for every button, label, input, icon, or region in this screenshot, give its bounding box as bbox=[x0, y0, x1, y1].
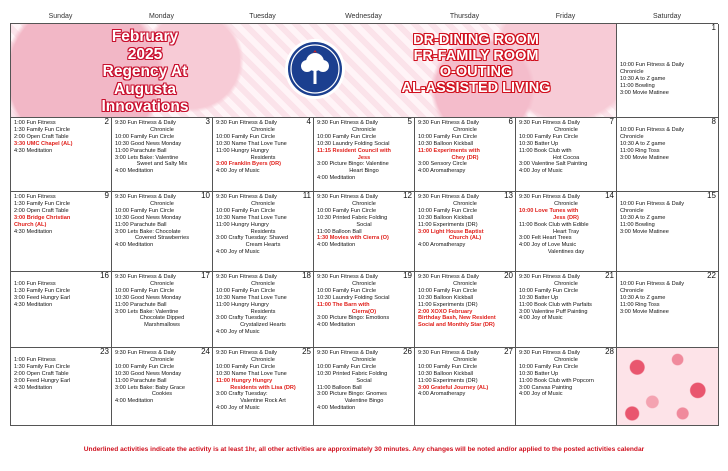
activity-item: 11:00 Book Club with Parfaits bbox=[519, 301, 592, 308]
activity-item: Cream Hearts bbox=[245, 242, 281, 249]
day-cell-25[interactable] bbox=[213, 348, 314, 426]
day-number: 15 bbox=[707, 192, 716, 200]
activity-item: 1:00 Fun Fitness bbox=[14, 194, 56, 200]
day-header-friday: Friday bbox=[555, 13, 576, 20]
activity-item: 3:00 Crafty Tuesday: bbox=[216, 391, 268, 398]
day-number: 6 bbox=[508, 118, 513, 126]
activity-item: 3:00 Picture Bingo: Valentine bbox=[317, 161, 389, 168]
activity-item: 9:30 Fun Fitness & Daily bbox=[216, 350, 277, 356]
activity-item: 10:00 Family Fun Circle bbox=[418, 363, 478, 370]
activity-item: 9:30 Fun Fitness & Daily bbox=[418, 274, 479, 280]
day-number: 26 bbox=[403, 348, 412, 356]
activity-item: 3:00 Movie Matinee bbox=[620, 308, 669, 315]
activity-item: 10:00 Fun Fitness & Daily bbox=[620, 200, 685, 207]
day-number: 4 bbox=[306, 118, 311, 126]
activity-item: 9:30 Fun Fitness & Daily bbox=[216, 194, 277, 200]
day-number: 1 bbox=[711, 24, 716, 32]
activity-item: 4:00 Meditation bbox=[317, 175, 356, 182]
activity-item: 2:00 Open Craft Table bbox=[14, 370, 69, 377]
day-cell-11[interactable] bbox=[213, 192, 314, 272]
activity-item: 10:30 Good News Monday bbox=[115, 214, 182, 221]
day-cell-20[interactable] bbox=[415, 272, 516, 348]
activity-item: Chronicle bbox=[352, 200, 376, 207]
activity-item: 4:00 Aromatherapy bbox=[418, 242, 466, 249]
activity-item: 11:00 The Barn with bbox=[317, 301, 370, 308]
activity-item bbox=[617, 194, 718, 201]
day-cell-4[interactable] bbox=[213, 118, 314, 192]
day-number: 14 bbox=[605, 192, 614, 200]
activity-item: 9:30 Fun Fitness & Daily bbox=[216, 274, 277, 280]
activity-item: 3:00 Lets Bake: Baby Grace bbox=[115, 384, 185, 391]
activity-item: Valentine Rock Art bbox=[240, 398, 286, 405]
activity-item: 10:30 Name That Love Tune bbox=[216, 294, 287, 301]
banner-month: February bbox=[111, 28, 179, 45]
activity-item: 9:30 Fun Fitness & Daily bbox=[519, 350, 580, 356]
activity-item: 3:00 Picture Bingo: Gnomes bbox=[317, 391, 387, 398]
activity-item: 11:00 Ring Toss bbox=[620, 301, 660, 308]
activity-item: 4:00 Joy of Music bbox=[519, 391, 563, 398]
activity-item: 3:00 Sensory Circle bbox=[418, 161, 467, 168]
activity-item bbox=[617, 120, 718, 127]
activity-item: 3:00 Feed Hungry Earl bbox=[14, 377, 71, 384]
day-cell-10[interactable] bbox=[112, 192, 213, 272]
day-cell-6[interactable] bbox=[415, 118, 516, 192]
activity-item: 9:30 Fun Fitness & Daily bbox=[519, 120, 580, 126]
activity-item: 3:00 Picture Bingo: Emotions bbox=[317, 315, 390, 322]
activity-item: 11:00 Balloon Ball bbox=[317, 384, 362, 391]
activity-item: Chronicle bbox=[352, 126, 376, 133]
activity-item: 10:00 Family Fun Circle bbox=[519, 133, 579, 140]
activity-item: 3:00 Bridge Christian bbox=[14, 214, 71, 221]
activity-item: 10:30 Laundry Folding Social bbox=[317, 294, 390, 301]
activity-item: 11:00 Bowling bbox=[620, 221, 655, 228]
activity-item: 10:30 Batter Up bbox=[519, 370, 559, 377]
activity-item: 10:30 Laundry Folding Social bbox=[317, 140, 390, 147]
activity-item: 9:30 Fun Fitness & Daily bbox=[519, 194, 580, 200]
days-of-week-header bbox=[10, 11, 718, 23]
day-cell-17[interactable] bbox=[112, 272, 213, 348]
activity-item: 3:00 Movie Matinee bbox=[620, 154, 669, 161]
activity-item: 4:00 Joy of Music bbox=[519, 315, 563, 322]
activity-item: 10:00 Family Fun Circle bbox=[418, 287, 478, 294]
activity-item: 4:00 Aromatherapy bbox=[418, 168, 466, 175]
activity-item: 9:30 Fun Fitness & Daily bbox=[317, 274, 378, 280]
activity-item: 10:00 Fun Fitness & Daily bbox=[620, 62, 685, 68]
activity-item: 10:30 Balloon Kickball bbox=[418, 370, 474, 377]
banner-legend bbox=[381, 32, 571, 96]
day-cell-3[interactable] bbox=[112, 118, 213, 192]
activity-item: 10:00 Family Fun Circle bbox=[317, 287, 377, 294]
activity-item: 3:00 Lets Bake: Valentine bbox=[115, 154, 179, 161]
day-number: 23 bbox=[100, 348, 109, 356]
activity-item: 3:00 Lets Bake: Chocolate bbox=[115, 228, 181, 235]
day-cell-28[interactable] bbox=[516, 348, 617, 426]
day-cell-14[interactable] bbox=[516, 192, 617, 272]
day-cell-23[interactable] bbox=[11, 348, 112, 426]
day-cell-8[interactable] bbox=[617, 118, 719, 192]
banner-program: Innovations bbox=[101, 98, 189, 115]
activity-item: Hot Cocoa bbox=[552, 154, 580, 161]
activity-item: 10:30 Balloon Kickball bbox=[418, 214, 474, 221]
activity-item: Chronicle bbox=[453, 126, 477, 133]
day-number: 16 bbox=[100, 272, 109, 280]
activity-item: 3:00 Lets Bake: Valentine bbox=[115, 308, 179, 315]
activity-item: Residents bbox=[250, 308, 276, 315]
activity-item: 1:30 Family Fun Circle bbox=[14, 200, 70, 207]
day-cell-22[interactable] bbox=[617, 272, 719, 348]
activity-item: Chronicle bbox=[620, 133, 644, 140]
activity-item: Social bbox=[356, 221, 372, 228]
activity-item: 10:00 Family Fun Circle bbox=[115, 133, 175, 140]
activity-item: 11:00 Hungry Hungry bbox=[216, 377, 273, 384]
day-cell-5[interactable] bbox=[314, 118, 415, 192]
activity-item: 4:00 Joy of Love Music bbox=[519, 242, 577, 249]
activity-item: Valentines day bbox=[547, 249, 585, 256]
activity-item: 1:30 Family Fun Circle bbox=[14, 363, 70, 370]
day-cell-12[interactable] bbox=[314, 192, 415, 272]
activity-item: 4:00 Meditation bbox=[317, 405, 356, 412]
day-number: 27 bbox=[504, 348, 513, 356]
activity-item: 10:00 Love Tunes with bbox=[519, 207, 579, 214]
activity-item: 10:30 Printed Fabric Folding bbox=[317, 370, 388, 377]
activity-item: Residents bbox=[250, 228, 276, 235]
activity-item: 11:00 Book Club with bbox=[519, 147, 572, 154]
day-cell-13[interactable] bbox=[415, 192, 516, 272]
activity-item: 10:30 A to Z game bbox=[620, 75, 666, 82]
activity-item: 3:00 Grateful Journey (AL) bbox=[418, 384, 489, 391]
activity-item: 10:30 Batter Up bbox=[519, 294, 559, 301]
activity-item: 3:00 Light House Baptist bbox=[418, 228, 484, 235]
day-number: 13 bbox=[504, 192, 513, 200]
activity-item: 10:00 Family Fun Circle bbox=[115, 287, 175, 294]
activity-item: 3:00 Felt Heart Trees bbox=[519, 235, 572, 242]
activity-item: Chronicle bbox=[150, 280, 174, 287]
day-number: 21 bbox=[605, 272, 614, 280]
activity-item: 9:30 Fun Fitness & Daily bbox=[317, 120, 378, 126]
activity-item: 4:00 Joy of Music bbox=[216, 405, 260, 412]
activity-item: 11:00 Experiments (DR) bbox=[418, 221, 478, 228]
activity-item: 9:30 Fun Fitness & Daily bbox=[418, 194, 479, 200]
calendar-grid bbox=[10, 23, 718, 426]
activity-item: 4:30 Meditation bbox=[14, 301, 53, 308]
day-cell-19[interactable] bbox=[314, 272, 415, 348]
activity-item: 11:00 Parachute Ball bbox=[115, 377, 167, 384]
activity-item: 4:00 Joy of Music bbox=[216, 249, 260, 256]
activity-item: 10:30 Printed Fabric Folding bbox=[317, 214, 388, 221]
activity-item: 10:00 Family Fun Circle bbox=[519, 287, 579, 294]
activity-item: Cierra(O) bbox=[351, 308, 377, 315]
activity-item: 10:00 Family Fun Circle bbox=[216, 133, 276, 140]
activity-item: 4:00 Meditation bbox=[115, 398, 154, 405]
activity-item: Church (AL) bbox=[448, 235, 482, 242]
activity-item: 10:30 A to Z game bbox=[620, 214, 666, 221]
activity-item: Chronicle bbox=[251, 200, 275, 207]
activity-item bbox=[11, 350, 111, 357]
day-cell-24[interactable] bbox=[112, 348, 213, 426]
activity-item: 3:00 Feed Hungry Earl bbox=[14, 294, 71, 301]
activity-item: 4:00 Meditation bbox=[317, 242, 356, 249]
day-header-sunday: Sunday bbox=[48, 13, 73, 20]
day-number: 22 bbox=[707, 272, 716, 280]
legend-al: AL-ASSISTED LIVING bbox=[401, 80, 551, 96]
activity-item: 11:15 Resident Council with bbox=[317, 147, 391, 154]
activity-item: 3:00 Canvas Painting bbox=[519, 384, 573, 391]
day-number: 20 bbox=[504, 272, 513, 280]
activity-item: Residents with Lisa (DR) bbox=[230, 384, 296, 391]
activity-item: 3:00 Valentine Salt Painting bbox=[519, 161, 588, 168]
activity-item: 10:30 Name That Love Tune bbox=[216, 214, 287, 221]
activity-item: 10:00 Family Fun Circle bbox=[115, 207, 175, 214]
activity-item: 4:30 Meditation bbox=[14, 384, 53, 391]
day-header-monday: Monday bbox=[149, 13, 174, 20]
activity-item: 4:00 Meditation bbox=[317, 322, 356, 329]
activity-item: 1:30 Movies with Cierra (O) bbox=[317, 235, 389, 242]
activity-item: 3:00 Franklin Byers (DR) bbox=[216, 161, 281, 168]
activity-item: 3:00 Valentine Puff Painting bbox=[519, 308, 588, 315]
day-number: 28 bbox=[605, 348, 614, 356]
activity-item: Chronicle bbox=[620, 68, 644, 75]
activity-item: 4:30 Meditation bbox=[14, 228, 53, 235]
calendar bbox=[10, 11, 718, 426]
footer-note-text: Underlined activities indicate the activity is at least 1hr, all other activities are approximately 30 minutes. Any changes will be noted and/or applied to the posted activities calendar bbox=[83, 446, 645, 453]
activity-item: 9:30 Fun Fitness & Daily bbox=[115, 350, 176, 356]
activity-item: Sweet and Salty Mix bbox=[136, 161, 188, 168]
activity-item: 1:00 Fun Fitness bbox=[14, 356, 56, 363]
activity-item: 9:30 Fun Fitness & Daily bbox=[216, 120, 277, 126]
day-number: 25 bbox=[302, 348, 311, 356]
activity-item: 3:00 Crafty Tuesday: bbox=[216, 315, 268, 322]
activity-item: Chronicle bbox=[554, 200, 578, 207]
activity-item: Chronicle bbox=[251, 126, 275, 133]
day-header-tuesday: Tuesday bbox=[249, 13, 276, 20]
day-number: 9 bbox=[104, 192, 109, 200]
day-header-thursday: Thursday bbox=[449, 13, 480, 20]
activity-item: 3:00 Movie Matinee bbox=[620, 228, 669, 235]
activity-item: 3:00 Movie Matinee bbox=[620, 89, 669, 96]
day-cell-2[interactable] bbox=[11, 118, 112, 192]
day-number: 11 bbox=[302, 192, 311, 200]
activity-item: 10:30 Name That Love Tune bbox=[216, 140, 287, 147]
activity-item: 10:00 Family Fun Circle bbox=[519, 363, 579, 370]
activity-item: 10:00 Family Fun Circle bbox=[115, 363, 175, 370]
day-cell-27[interactable] bbox=[415, 348, 516, 426]
activity-item: 2:00 XOXO February bbox=[418, 308, 473, 315]
activity-item: Chronicle bbox=[453, 280, 477, 287]
banner-title bbox=[75, 28, 215, 116]
activity-item: 10:00 Family Fun Circle bbox=[216, 287, 276, 294]
activity-item: Chronicle bbox=[453, 200, 477, 207]
day-number: 24 bbox=[201, 348, 210, 356]
day-number: 17 bbox=[201, 272, 210, 280]
activity-item: 11:00 Parachute Ball bbox=[115, 301, 167, 308]
activity-item: Chronicle bbox=[554, 126, 578, 133]
activity-item: 2:00 Open Craft Table bbox=[14, 133, 69, 140]
activity-item: 4:30 Meditation bbox=[14, 147, 53, 154]
activity-item: Crystalized Hearts bbox=[240, 322, 286, 329]
activity-item: 10:30 Balloon Kickball bbox=[418, 294, 474, 301]
activity-item: 4:00 Joy of Music bbox=[519, 168, 563, 175]
activity-item: Chronicle bbox=[251, 356, 275, 363]
activity-item: 10:00 Family Fun Circle bbox=[216, 363, 276, 370]
activity-item: 10:30 Good News Monday bbox=[115, 370, 182, 377]
day-number: 12 bbox=[403, 192, 412, 200]
day-cell-16[interactable] bbox=[11, 272, 112, 348]
activity-item: Chronicle bbox=[251, 280, 275, 287]
activity-item: 9:30 Fun Fitness & Daily bbox=[418, 120, 479, 126]
day-cell-7[interactable] bbox=[516, 118, 617, 192]
activity-item: 10:00 Family Fun Circle bbox=[317, 363, 377, 370]
activity-item: 9:30 Fun Fitness & Daily bbox=[115, 274, 176, 280]
day-cell-15[interactable] bbox=[617, 192, 719, 272]
activity-item: Residents bbox=[250, 154, 276, 161]
activity-item: 10:00 Family Fun Circle bbox=[418, 207, 478, 214]
activity-item: 4:00 Meditation bbox=[115, 168, 154, 175]
activity-item: Chocolate Dipped bbox=[139, 315, 185, 322]
activity-item: 4:00 Aromatherapy bbox=[418, 391, 466, 398]
activity-item: 10:00 Family Fun Circle bbox=[317, 207, 377, 214]
day-number: 10 bbox=[201, 192, 210, 200]
activity-item: Valentine Bingo bbox=[344, 398, 384, 405]
activity-item: Chey (DR) bbox=[451, 154, 479, 161]
activity-item: 11:00 Hungry Hungry bbox=[216, 147, 269, 154]
activity-item: 4:00 Joy of Music bbox=[216, 329, 260, 336]
activity-item: Chronicle bbox=[150, 200, 174, 207]
day-number: 5 bbox=[407, 118, 412, 126]
activity-item: Jess (DR) bbox=[553, 214, 579, 221]
activity-item: Heart Bingo bbox=[349, 168, 379, 175]
activity-item: Chronicle bbox=[620, 287, 644, 294]
activity-item: Marshmallows bbox=[144, 322, 180, 329]
activity-item bbox=[11, 274, 111, 281]
day-cell-18[interactable] bbox=[213, 272, 314, 348]
activity-item: Chronicle bbox=[150, 356, 174, 363]
activity-item: 10:30 Good News Monday bbox=[115, 140, 182, 147]
activity-item: 10:00 Fun Fitness & Daily bbox=[620, 126, 685, 133]
activity-item: Cookies bbox=[151, 391, 173, 398]
activity-item: 10:30 Good News Monday bbox=[115, 294, 182, 301]
activity-item: 10:30 Name That Love Tune bbox=[216, 370, 287, 377]
activity-item: 9:30 Fun Fitness & Daily bbox=[115, 120, 176, 126]
legend-dr: DR-DINING ROOM bbox=[413, 32, 539, 48]
activity-item: 4:00 Joy of Music bbox=[216, 168, 260, 175]
activity-item: Chronicle bbox=[554, 356, 578, 363]
activity-item: 11:00 Parachute Ball bbox=[115, 221, 167, 228]
activity-item: 1:00 Fun Fitness bbox=[14, 120, 56, 126]
activity-item: 11:00 Hungry Hungry bbox=[216, 301, 269, 308]
tree-logo-icon bbox=[284, 38, 346, 100]
activity-item: Chronicle bbox=[352, 356, 376, 363]
day-number: 18 bbox=[302, 272, 311, 280]
activity-item: 4:00 Meditation bbox=[115, 242, 154, 249]
activity-item: 9:30 Fun Fitness & Daily bbox=[418, 350, 479, 356]
activity-item: 3:30 UMC Chapel (AL) bbox=[14, 140, 73, 147]
activity-item: Heart Tray bbox=[552, 228, 580, 235]
activity-item: 11:00 Experiments (DR) bbox=[418, 377, 478, 384]
activity-item: 9:30 Fun Fitness & Daily bbox=[317, 350, 378, 356]
activity-item: Jess bbox=[357, 154, 371, 161]
activity-item: 10:30 A to Z game bbox=[620, 294, 666, 301]
activity-item: Chronicle bbox=[352, 280, 376, 287]
activity-item: 10:00 Family Fun Circle bbox=[418, 133, 478, 140]
activity-item: 11:00 Ring Toss bbox=[620, 147, 660, 154]
day-number: 3 bbox=[205, 118, 210, 126]
day-cell-21[interactable] bbox=[516, 272, 617, 348]
activity-item: 10:30 Batter Up bbox=[519, 140, 559, 147]
activity-item: Covered Strawberries bbox=[134, 235, 190, 242]
day-number: 7 bbox=[609, 118, 614, 126]
day-number: 19 bbox=[403, 272, 412, 280]
activity-item: 10:30 A to Z game bbox=[620, 140, 666, 147]
legend-o: O-OUTING bbox=[439, 64, 513, 80]
day-header-saturday: Saturday bbox=[652, 13, 682, 20]
activity-item: 9:30 Fun Fitness & Daily bbox=[317, 194, 378, 200]
activity-item: 1:30 Family Fun Circle bbox=[14, 287, 70, 294]
day-number: 8 bbox=[711, 118, 716, 126]
day-number: 2 bbox=[104, 118, 109, 126]
activity-item: 11:00 Hungry Hungry bbox=[216, 221, 269, 228]
activity-item: 11:00 Parachute Ball bbox=[115, 147, 167, 154]
activity-item: 2:00 Open Craft Table bbox=[14, 207, 69, 214]
activity-item: 1:30 Family Fun Circle bbox=[14, 126, 70, 133]
month-banner bbox=[11, 24, 617, 118]
legend-fr: FR-FAMILY ROOM bbox=[413, 48, 539, 64]
activity-item: 10:00 Family Fun Circle bbox=[216, 207, 276, 214]
activity-item: 11:00 Bowling bbox=[620, 82, 655, 89]
day-cell-26[interactable] bbox=[314, 348, 415, 426]
activity-item bbox=[617, 274, 718, 281]
activity-item: 9:30 Fun Fitness & Daily bbox=[115, 194, 176, 200]
activity-item: 3:00 Crafty Tuesday: Shaved bbox=[216, 235, 289, 242]
activity-item: Birthday Bash, New Resident bbox=[418, 315, 496, 322]
activity-item: Church (AL) bbox=[14, 221, 47, 228]
day-cell-9[interactable] bbox=[11, 192, 112, 272]
activity-item: 10:00 Fun Fitness & Daily bbox=[620, 280, 685, 287]
hearts-decoration bbox=[617, 348, 719, 426]
activity-item: Social and Monthly Star (DR) bbox=[418, 322, 495, 329]
activity-item: Chronicle bbox=[554, 280, 578, 287]
activity-item: Chronicle bbox=[453, 356, 477, 363]
banner-year: 2025 bbox=[127, 45, 163, 63]
activity-item: 9:30 Fun Fitness & Daily bbox=[519, 274, 580, 280]
activity-item: 10:00 Family Fun Circle bbox=[317, 133, 377, 140]
activity-item: 11:00 Experiments with bbox=[418, 147, 480, 154]
activity-item: 11:00 Experiments (DR) bbox=[418, 301, 478, 308]
activity-item: 11:00 Balloon Ball bbox=[317, 228, 362, 235]
activity-item: 11:00 Book Club with Edible bbox=[519, 221, 589, 228]
activity-item: Chronicle bbox=[150, 126, 174, 133]
day-cell-1[interactable] bbox=[617, 24, 719, 118]
activity-item: 1:00 Fun Fitness bbox=[14, 280, 56, 287]
activity-item: 10:30 Balloon Kickball bbox=[418, 140, 474, 147]
day-header-wednesday: Wednesday bbox=[345, 13, 382, 20]
activity-item: 11:00 Book Club with Popcorn bbox=[519, 377, 594, 384]
activity-item: Chronicle bbox=[620, 207, 644, 214]
banner-community: Regency At Augusta bbox=[102, 63, 188, 98]
activity-item: Social bbox=[356, 377, 372, 384]
